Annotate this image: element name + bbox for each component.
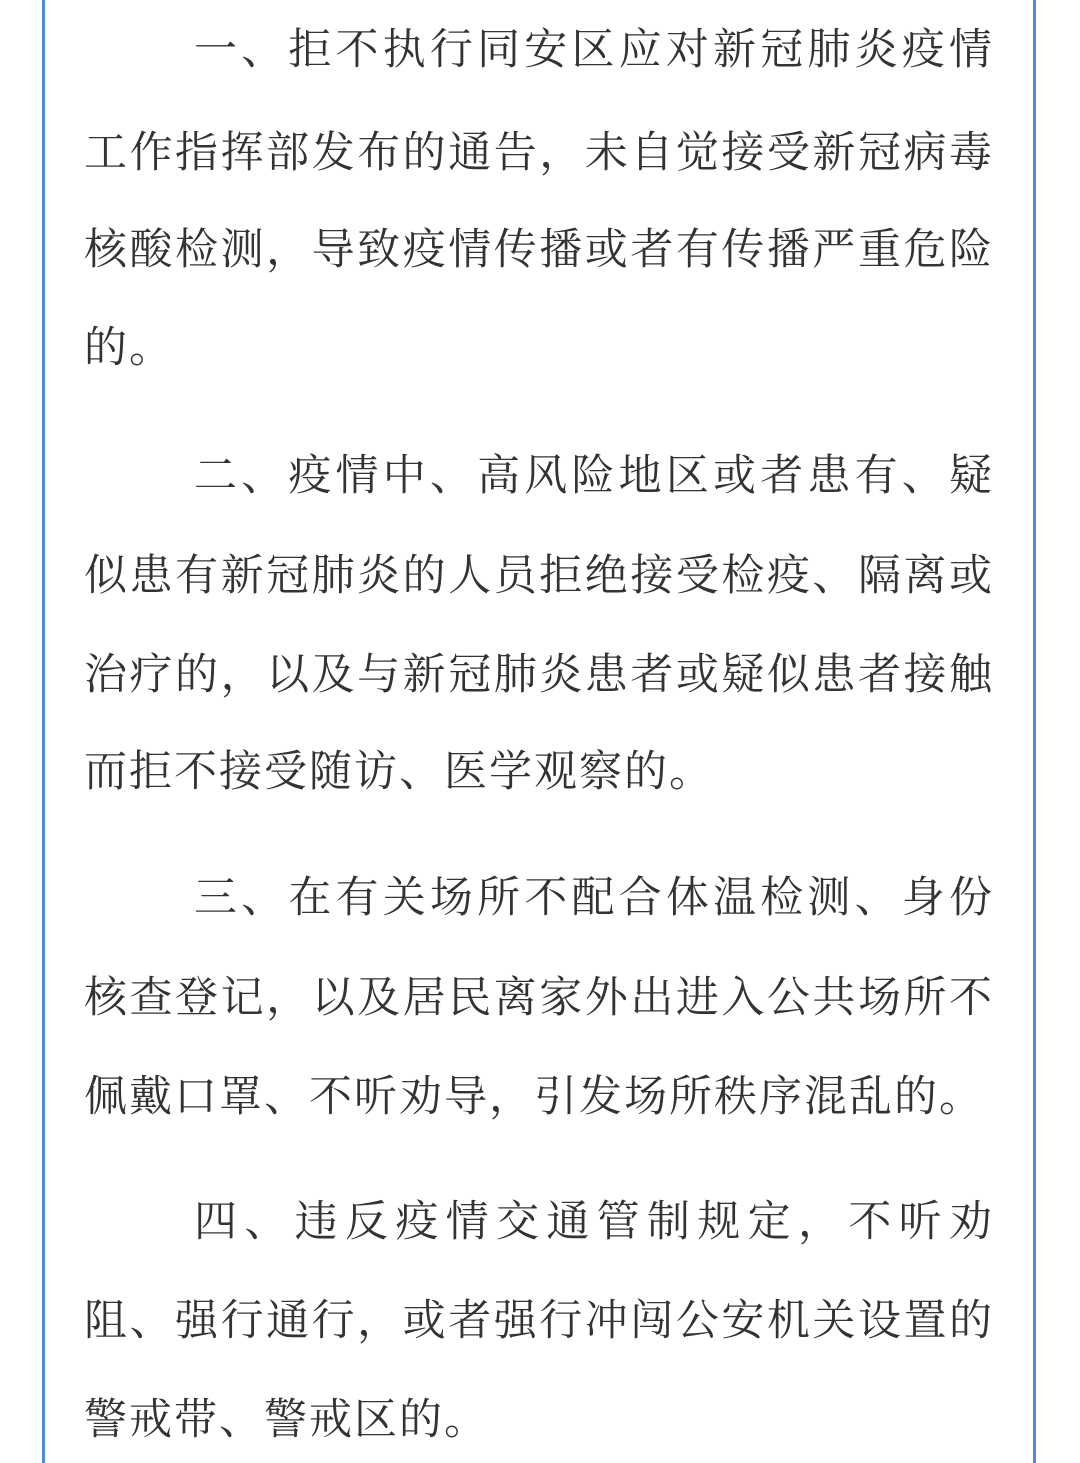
text-line: 的。	[84, 323, 174, 373]
text-line: 治疗的，以及与新冠肺炎患者或疑似患者接触	[84, 650, 994, 700]
text-line: 警戒带、警戒区的。	[84, 1395, 489, 1445]
text-line: 阻、强行通行，或者强行冲闯公安机关设置的	[84, 1296, 994, 1346]
text-line: 四、违反疫情交通管制规定，不听劝	[194, 1197, 994, 1247]
text-line: 二、疫情中、高风险地区或者患有、疑	[194, 451, 994, 501]
text-line: 而拒不接受随访、医学观察的。	[84, 747, 714, 797]
text-line: 核查登记，以及居民离家外出进入公共场所不	[84, 973, 994, 1023]
text-line: 佩戴口罩、不听劝导，引发场所秩序混乱的。	[84, 1072, 984, 1122]
text-line: 一、拒不执行同安区应对新冠肺炎疫情	[194, 25, 994, 75]
text-line: 工作指挥部发布的通告，未自觉接受新冠病毒	[84, 128, 994, 178]
text-line: 三、在有关场所不配合体温检测、身份	[194, 873, 994, 923]
text-line: 核酸检测，导致疫情传播或者有传播严重危险	[84, 225, 994, 275]
text-line: 似患有新冠肺炎的人员拒绝接受检疫、隔离或	[84, 551, 994, 601]
